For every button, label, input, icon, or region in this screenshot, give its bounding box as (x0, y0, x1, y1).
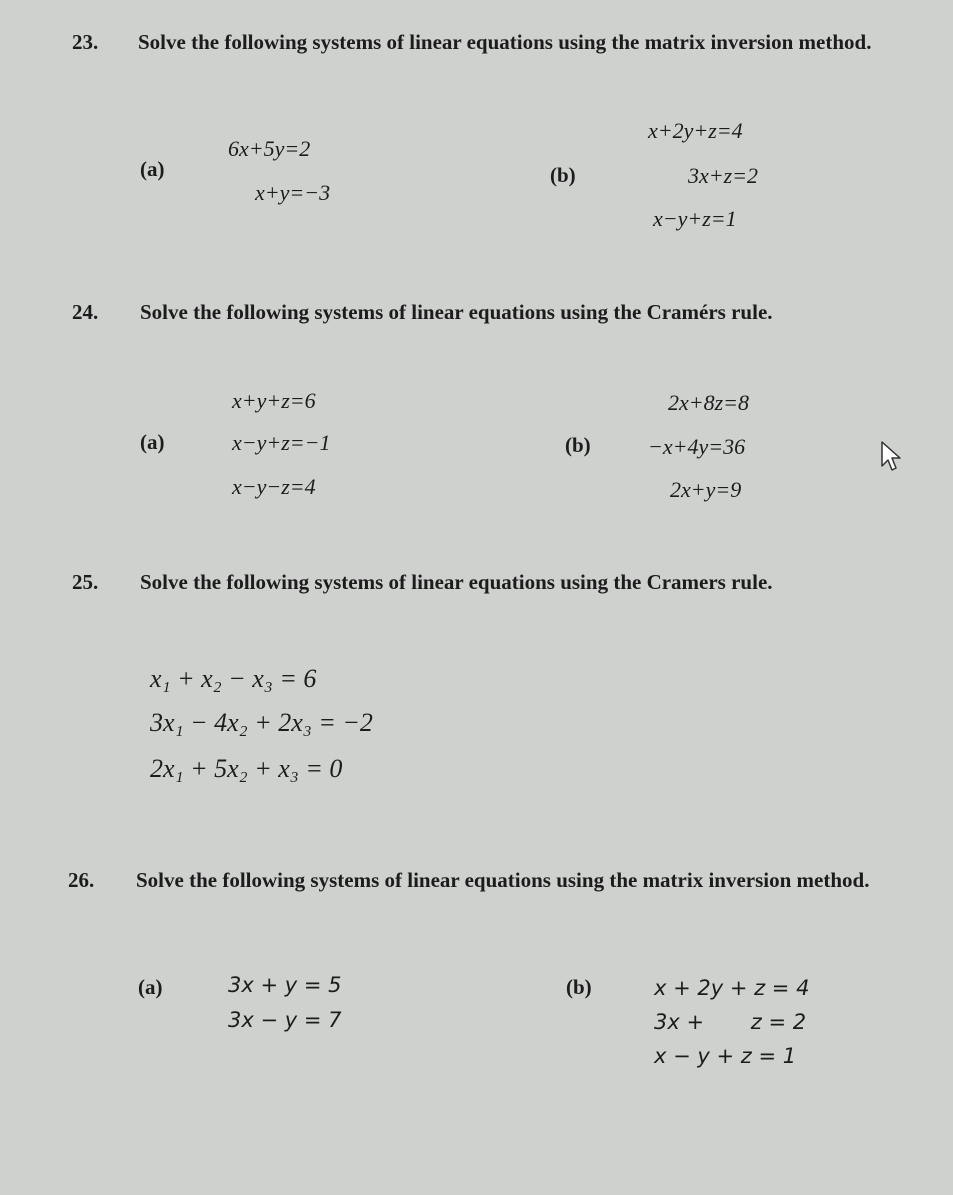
equation: x−y+z=−1 (232, 430, 331, 455)
equation: x − y + z = 1 (654, 1044, 797, 1068)
question-number: 25. (72, 570, 99, 594)
equation: 3x + z = 2 (654, 1010, 807, 1034)
equation: −x+4y=36 (648, 434, 746, 459)
equation: x−y+z=1 (653, 206, 737, 231)
equation: 6x+5y=2 (228, 136, 311, 161)
part-label: (b) (550, 163, 576, 187)
part-label: (b) (565, 433, 591, 457)
equation: 2x+y=9 (670, 477, 742, 502)
equation: x₁ + x₂ − x₃ = 6 (150, 664, 317, 693)
mouse-pointer-icon (880, 440, 906, 474)
equation: x + 2y + z = 4 (654, 976, 810, 1000)
part-label: (a) (140, 430, 165, 454)
equation: x+2y+z=4 (648, 118, 743, 143)
equation: 3x+z=2 (688, 163, 759, 188)
question-instruction: Solve the following systems of linear equations using the matrix inversion method. (136, 868, 870, 892)
question-number: 24. (72, 300, 99, 324)
equation: x−y−z=4 (232, 474, 316, 499)
question-instruction: Solve the following systems of linear equations using the Cramérs rule. (140, 300, 773, 324)
equation: 3x − y = 7 (228, 1008, 342, 1032)
part-label: (b) (566, 975, 592, 999)
equation: 2x₁ + 5x₂ + x₃ = 0 (150, 754, 343, 783)
equation: x+y=−3 (255, 180, 331, 205)
part-label: (a) (140, 157, 165, 181)
equation: 3x + y = 5 (228, 973, 342, 997)
part-label: (a) (138, 975, 163, 999)
question-number: 26. (68, 868, 95, 892)
equation: x+y+z=6 (232, 388, 316, 413)
question-instruction: Solve the following systems of linear equations using the Cramers rule. (140, 570, 773, 594)
question-number: 23. (72, 30, 99, 54)
equation: 3x₁ − 4x₂ + 2x₃ = −2 (150, 708, 373, 737)
equation: 2x+8z=8 (668, 390, 750, 415)
question-instruction: Solve the following systems of linear equations using the matrix inversion method. (138, 30, 872, 54)
